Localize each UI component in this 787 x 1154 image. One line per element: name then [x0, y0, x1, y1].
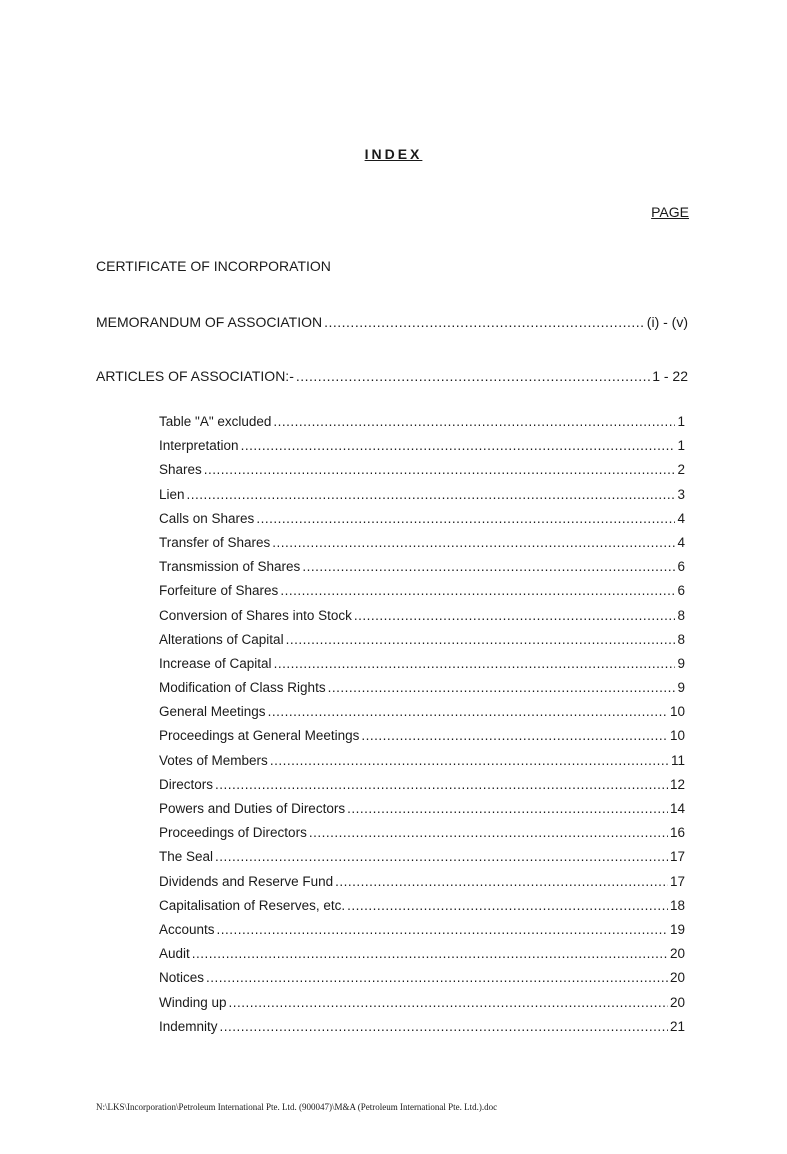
toc-label: Proceedings at General Meetings [159, 728, 360, 744]
page-column-label: PAGE [651, 204, 689, 220]
toc-label: General Meetings [159, 704, 266, 720]
leader-dots [192, 946, 668, 961]
leader-dots [270, 753, 669, 768]
toc-page: 4 [677, 534, 685, 550]
toc-page: 10 [669, 704, 685, 720]
toc-page: 12 [669, 776, 685, 792]
toc-label: Votes of Members [159, 752, 268, 768]
index-title: INDEX [364, 146, 423, 162]
toc-row [159, 849, 685, 873]
toc-page: 20 [669, 946, 685, 962]
toc-row [159, 438, 685, 462]
toc-page: 10 [669, 728, 685, 744]
toc-page: 8 [677, 607, 685, 623]
leader-dots [335, 874, 668, 889]
toc-row [159, 632, 685, 656]
toc-label: Indemnity [159, 1018, 218, 1034]
leader-dots [274, 656, 676, 671]
leader-dots [220, 1019, 668, 1034]
toc-label: Modification of Class Rights [159, 680, 326, 696]
leader-dots [215, 777, 668, 792]
toc-label: Forfeiture of Shares [159, 583, 279, 599]
toc-page: 2 [677, 462, 685, 478]
leader-dots [215, 849, 668, 864]
toc-label: Shares [159, 462, 202, 478]
toc-page: 11 [670, 752, 685, 768]
toc-row [159, 995, 685, 1019]
leader-dots [324, 314, 645, 330]
leader-dots [229, 995, 668, 1010]
toc-row [159, 753, 685, 777]
leader-dots [302, 559, 675, 574]
main-section-label: CERTIFICATE OF INCORPORATION [96, 258, 331, 274]
leader-dots [286, 632, 676, 647]
toc-row [159, 970, 685, 994]
leader-dots [272, 535, 675, 550]
toc-label: Dividends and Reserve Fund [159, 873, 334, 889]
toc-label: Powers and Duties of Directors [159, 801, 346, 816]
leader-dots [273, 414, 675, 429]
leader-dots [187, 487, 676, 502]
toc-page: 20 [669, 994, 685, 1010]
toc-label: Interpretation [159, 438, 239, 454]
toc-label: Audit [159, 946, 190, 962]
toc-label: Transfer of Shares [159, 534, 271, 550]
toc-row [159, 922, 685, 946]
leader-dots [280, 583, 675, 598]
toc-page: 6 [677, 559, 685, 575]
toc-label: Winding up [159, 994, 227, 1010]
main-section-certificate [96, 258, 688, 274]
toc-label: Lien [159, 486, 185, 502]
toc-page: 1 [677, 414, 685, 429]
leader-dots [309, 825, 668, 840]
main-section-label: MEMORANDUM OF ASSOCIATION [96, 314, 323, 330]
footer-file-path: N:\LKS\Incorporation\Petroleum International Pte. Ltd. (900047)\M&A (Petroleum International Pte. Ltd.).doc [96, 1102, 498, 1112]
toc-label: Table "A" excluded [159, 414, 272, 429]
leader-dots [347, 801, 668, 816]
toc-row [159, 535, 685, 559]
leader-dots [361, 728, 668, 743]
toc-page: 14 [669, 801, 685, 816]
toc-label: Transmission of Shares [159, 559, 301, 575]
toc-row [159, 898, 685, 922]
toc-row [159, 487, 685, 511]
toc-row [159, 946, 685, 970]
toc-label: The Seal [159, 849, 214, 865]
main-section-memorandum [96, 314, 688, 330]
toc-page: 17 [669, 873, 685, 889]
toc-row [159, 704, 685, 728]
toc-page: 3 [677, 486, 685, 502]
toc-row [159, 825, 685, 849]
toc-page: 19 [669, 921, 685, 937]
toc-page: 21 [669, 1018, 685, 1034]
toc-label: Notices [159, 970, 205, 986]
toc-row [159, 608, 685, 632]
toc-page: 9 [677, 655, 685, 671]
leader-dots [268, 704, 668, 719]
toc-row [159, 559, 685, 583]
toc-label: Accounts [159, 921, 215, 937]
toc-page: 20 [669, 970, 685, 986]
toc-row [159, 680, 685, 704]
toc-label: Increase of Capital [159, 655, 272, 671]
toc-page: 17 [669, 849, 685, 865]
toc-row [159, 656, 685, 680]
toc-page: 16 [669, 825, 685, 841]
toc-row [159, 583, 685, 607]
leader-dots [296, 368, 650, 384]
toc-page: 4 [677, 510, 685, 526]
toc-label: Conversion of Shares into Stock [159, 607, 352, 623]
toc-page: 18 [669, 897, 685, 913]
main-section-articles [96, 368, 688, 384]
toc-row [159, 874, 685, 898]
toc-label: Capitalisation of Reserves, etc. [159, 897, 346, 913]
toc-row [159, 462, 685, 486]
toc-row [159, 777, 685, 801]
toc-row [159, 1019, 685, 1043]
toc-label: Calls on Shares [159, 510, 255, 526]
leader-dots [328, 680, 676, 695]
main-section-page: 1 - 22 [652, 368, 688, 384]
toc-page: 6 [677, 583, 685, 599]
leader-dots [204, 462, 676, 477]
toc-row [159, 728, 685, 752]
main-section-page: (i) - (v) [646, 314, 688, 330]
leader-dots [241, 438, 676, 453]
toc-page: 1 [677, 438, 685, 454]
main-section-label: ARTICLES OF ASSOCIATION:- [96, 368, 294, 384]
toc-row [159, 801, 685, 825]
toc-label: Directors [159, 776, 214, 792]
toc-page: 9 [677, 680, 685, 696]
toc-page: 8 [677, 631, 685, 647]
toc-row [159, 511, 685, 535]
toc-label: Alterations of Capital [159, 631, 284, 647]
articles-toc-list [159, 414, 685, 1043]
leader-dots [354, 608, 676, 623]
toc-label: Proceedings of Directors [159, 825, 307, 841]
leader-dots [206, 970, 668, 985]
leader-dots [256, 511, 675, 526]
toc-row [159, 414, 685, 438]
leader-dots [347, 898, 668, 913]
leader-dots [217, 922, 668, 937]
